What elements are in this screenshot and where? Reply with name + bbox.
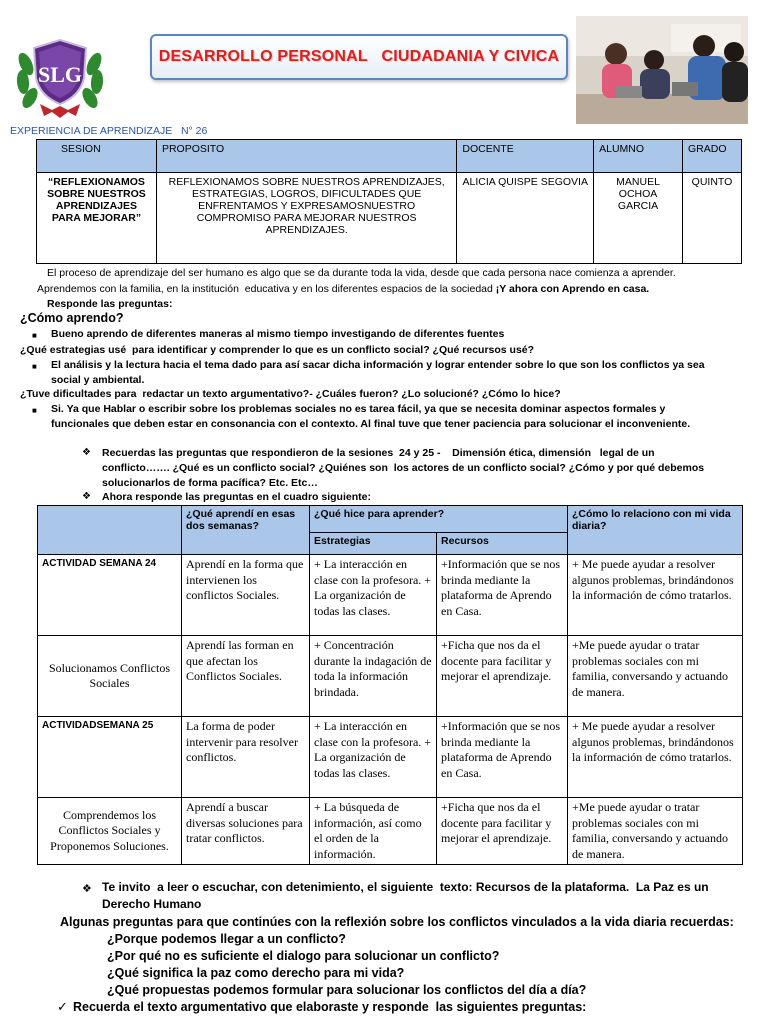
- docente-cell: ALICIA QUISPE SEGOVIA: [457, 173, 594, 264]
- header-what-did: ¿Qué hice para aprender?: [310, 506, 568, 533]
- title-banner: [150, 34, 568, 80]
- closing-question-4: ¿Qué propuestas podemos formular para solucionar los conflictos del día a día?: [107, 983, 587, 997]
- invite-line-1: Te invito a leer o escuchar, con detenimiento, el siguiente texto: Recursos de la plataforma. La Paz es un: [102, 880, 709, 894]
- learned-cell: Aprendí en la forma que intervienen los conflictos Sociales.: [182, 555, 310, 636]
- recall-line-1: Recuerdas las preguntas que respondieron de la sesiones 24 y 25 - Dimensión ética, dimensión legal de un: [102, 447, 655, 459]
- header-proposito: PROPOSITO: [156, 140, 456, 173]
- closing-question-3: ¿Qué significa la paz como derecho para mi vida?: [107, 966, 405, 980]
- answer-3-line-1: Si. Ya que Hablar o escribir sobre los problemas sociales no es tarea fácil, ya que se necesita dominar aspectos formales y: [51, 403, 666, 415]
- row-label: ACTIVIDADSEMANA 25: [38, 717, 182, 798]
- table-row: [38, 636, 743, 717]
- daily-life-cell: +Me puede ayudar o tratar problemas sociales con mi familia, conversando y actuando de manera.: [568, 798, 743, 865]
- remember-text: Recuerda el texto argumentativo que elaboraste y responde las siguientes preguntas:: [73, 1000, 587, 1014]
- some-questions-text: Algunas preguntas para que continúes con la reflexión sobre los conflictos vinculados a la vida diaria recuerdas:: [60, 915, 734, 929]
- session-info-table: [36, 139, 742, 264]
- question-2: ¿Qué estrategias usé para identificar y comprender lo que es un conflicto social? ¿Qué recursos usé?: [20, 344, 535, 356]
- bullet-diamond-icon: ❖: [82, 491, 91, 502]
- page-title: DESARROLLO PERSONAL CIUDADANIA Y CIVICA: [158, 48, 560, 65]
- header-grado: GRADO: [682, 140, 741, 173]
- header-daily-life: ¿Cómo lo relaciono con mi vida diaria?: [568, 506, 743, 555]
- invite-line-2: Derecho Humano: [102, 897, 202, 911]
- closing-question-1: ¿Porque podemos llegar a un conflicto?: [107, 932, 346, 946]
- bullet-diamond-icon: ❖: [82, 447, 91, 458]
- table-row: [38, 717, 743, 798]
- header-docente: DOCENTE: [457, 140, 594, 173]
- strategies-cell: + La interacción en clase con la profesora. + La organización de todas las clases.: [310, 717, 437, 798]
- logo-text: SLG: [37, 62, 83, 87]
- intro-line-2-text: Aprendemos con la familia, en la institución educativa y en los diferentes espacios de la sociedad: [37, 283, 496, 295]
- resources-cell: +Ficha que nos da el docente para facilitar y mejorar el aprendizaje.: [437, 798, 568, 865]
- activity-table: [37, 505, 743, 865]
- school-logo: [14, 34, 106, 120]
- proposito-cell: REFLEXIONAMOS SOBRE NUESTROS APRENDIZAJES, ESTRATEGIAS, LOGROS, DIFICULTADES QUE ENFRENTAMOS Y EXPRESAMOSNUESTRO COMPROMISO PARA MEJORAR NUESTROS APRENDIZAJES.: [156, 173, 456, 264]
- answer-3-line-2: funcionales que deben estar en consonancia con el contexto. Al final tuve que tener paciencia para solucionar el inconveniente.: [51, 418, 691, 430]
- checkmark-icon: ✓: [57, 999, 68, 1014]
- table-row: [38, 798, 743, 865]
- row-label: Solucionamos Conflictos Sociales: [38, 636, 182, 717]
- learned-cell: Aprendí a buscar diversas soluciones para tratar conflictos.: [182, 798, 310, 865]
- daily-life-cell: + Me puede ayudar a resolver algunos problemas, brindándonos la información de cómo tratarlos.: [568, 717, 743, 798]
- row-label: Comprendemos los Conflictos Sociales y Proponemos Soluciones.: [38, 798, 182, 865]
- header-resources: Recursos: [437, 532, 568, 554]
- alumno-cell: MANUEL OCHOA GARCIA: [594, 173, 683, 264]
- header-strategies: Estrategias: [310, 532, 437, 554]
- grado-cell: QUINTO: [682, 173, 741, 264]
- table-row: [37, 173, 742, 264]
- intro-line-1: El proceso de aprendizaje del ser humano es algo que se da durante toda la vida, desde que cada persona nace comienza a aprender.: [47, 267, 676, 279]
- daily-life-cell: + Me puede ayudar a resolver algunos problemas, brindándonos la información de cómo tratarlos.: [568, 555, 743, 636]
- answer-2-line-1: El análisis y la lectura hacia el tema dado para así sacar dicha información y lograr entender sobre lo que son los conflictos ya sea: [51, 359, 705, 371]
- instruction-text: Responde las preguntas:: [47, 298, 173, 310]
- answer-1: Bueno aprendo de diferentes maneras al mismo tiempo investigando de diferentes fuentes: [51, 328, 505, 340]
- answer-2-line-2: social y ambiental.: [51, 374, 145, 386]
- sesion-cell: “REFLEXIONAMOS SOBRE NUESTROS APRENDIZAJES PARA MEJORAR”: [37, 173, 157, 264]
- activity-header-row: [38, 506, 743, 533]
- question-3: ¿Tuve dificultades para redactar un texto argumentativo?- ¿Cuáles fueron? ¿Lo solucioné? ¿Cómo lo hice?: [20, 388, 561, 400]
- daily-life-cell: +Me puede ayudar o tratar problemas sociales con mi familia, conversando y actuando de manera.: [568, 636, 743, 717]
- recall-line-2: conflicto……. ¿Qué es un conflicto social? ¿Quiénes son los actores de un conflicto social? ¿Cómo y por qué debemos: [102, 462, 705, 474]
- bullet-square-icon: ■: [32, 406, 37, 415]
- header-blank: [38, 506, 182, 555]
- learned-cell: La forma de poder intervenir para resolver conflictos.: [182, 717, 310, 798]
- header-alumno: ALUMNO: [594, 140, 683, 173]
- header-learned: ¿Qué aprendí en esas dos semanas?: [182, 506, 310, 555]
- intro-line-2: [37, 282, 649, 297]
- strategies-cell: + Concentración durante la indagación de toda la información brindada.: [310, 636, 437, 717]
- resources-cell: +Información que se nos brinda mediante la plataforma de Aprendo en Casa.: [437, 555, 568, 636]
- resources-cell: +Información que se nos brinda mediante la plataforma de Aprendo en Casa.: [437, 717, 568, 798]
- strategies-cell: + La interacción en clase con la profesora. + La organización de todas las clases.: [310, 555, 437, 636]
- experience-label: EXPERIENCIA DE APRENDIZAJE N° 26: [10, 125, 208, 137]
- closing-question-2: ¿Por qué no es suficiente el dialogo para solucionar un conflicto?: [107, 949, 500, 963]
- row-label: ACTIVIDAD SEMANA 24: [38, 555, 182, 636]
- learned-cell: Aprendí las forman en que afectan los Conflictos Sociales.: [182, 636, 310, 717]
- strategies-cell: + La búsqueda de información, así como el orden de la información.: [310, 798, 437, 865]
- students-photo: [576, 16, 748, 124]
- header-sesion: SESION: [37, 140, 157, 173]
- resources-cell: +Ficha que nos da el docente para facilitar y mejorar el aprendizaje.: [437, 636, 568, 717]
- question-1: ¿Cómo aprendo?: [20, 311, 124, 325]
- table-header-row: [37, 140, 742, 173]
- bullet-diamond-icon: ❖: [82, 883, 92, 895]
- recall-line-4: Ahora responde las preguntas en el cuadro siguiente:: [102, 491, 371, 503]
- bullet-square-icon: ■: [32, 362, 37, 371]
- recall-line-3: solucionarlos de forma pacífica? Etc. Etc…: [102, 477, 318, 489]
- table-row: [38, 555, 743, 636]
- intro-line-2-bold: ¡Y ahora con Aprendo en casa.: [495, 283, 650, 295]
- bullet-square-icon: ■: [32, 331, 37, 340]
